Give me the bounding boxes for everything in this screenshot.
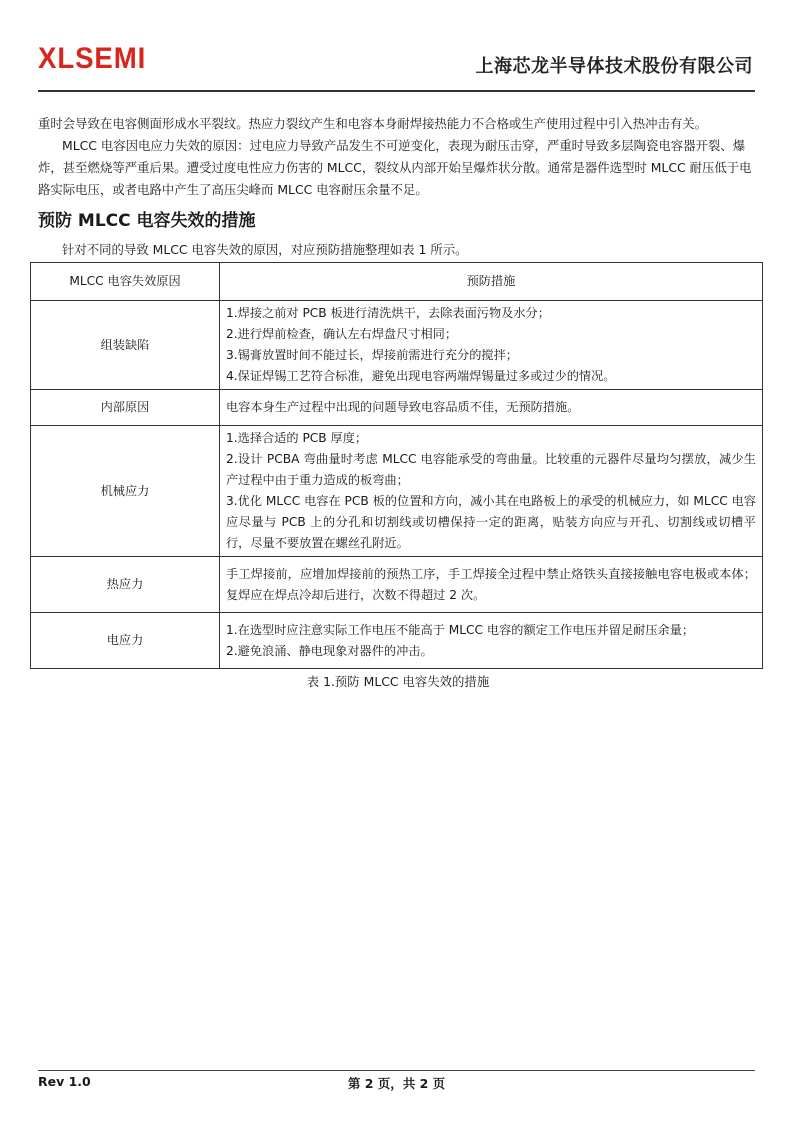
cause-cell: 机械应力: [31, 426, 220, 557]
section-title: 预防 MLCC 电容失效的措施: [38, 211, 256, 231]
measure-item: 4.保证焊锡工艺符合标准，避免出现电容两端焊锡量过多或过少的情况。: [226, 369, 616, 383]
prevention-table: [30, 262, 763, 669]
footer-divider: [38, 1070, 755, 1071]
table-row: [31, 390, 763, 426]
measure-item: 1.在选型时应注意实际工作电压不能高于 MLCC 电容的额定工作电压并留足耐压余量；: [226, 622, 695, 637]
table-row: [31, 426, 763, 557]
cause-cell: 电应力: [31, 613, 220, 669]
cause-cell: 内部原因: [31, 390, 220, 426]
header-cause: MLCC 电容失效原因: [31, 263, 220, 301]
measures-cell: [220, 557, 763, 613]
table-row: [31, 301, 763, 390]
measure-item: 3.锡膏放置时间不能过长，焊接前需进行充分的搅拌；: [226, 348, 518, 362]
measures-cell: [220, 301, 763, 390]
table-intro: 针对不同的导致 MLCC 电容失效的原因，对应预防措施整理如表 1 所示。: [62, 242, 468, 257]
measure-item: 2.进行焊前检查，确认左右焊盘尺寸相同；: [226, 327, 458, 341]
measures-cell: [220, 390, 763, 426]
header-measures: 预防措施: [220, 263, 763, 301]
table-row: [31, 557, 763, 613]
document-body: [38, 113, 758, 693]
measures-cell: [220, 613, 763, 669]
measure-item: 电容本身生产过程中出现的问题导致电容品质不佳，无预防措施。: [226, 400, 580, 414]
company-name: 上海芯龙半导体技术股份有限公司: [475, 56, 753, 77]
measure-item: 2.避免浪涌、静电现象对器件的冲击。: [226, 643, 433, 658]
table-caption: 表 1.预防 MLCC 电容失效的措施: [306, 674, 490, 689]
measure-item: 3.优化 MLCC 电容在 PCB 板的位置和方向，减小其在电路板上的承受的机械应力，如 MLCC 电容应尽量与 PCB 上的分孔和切割线或切槽保持一定的距离，贴装方向应与开孔、切割线或切槽平行，尽量不要放置在螺丝孔附近。: [226, 494, 756, 550]
paragraph-2: MLCC 电容因电应力失效的原因：过电应力导致产品发生不可逆变化，表现为耐压击穿，严重时导致多层陶瓷电容器开裂、爆炸，甚至燃烧等严重后果。遭受过度电性应力伤害的 MLCC，裂纹从内部开始呈爆炸状分散。通常是器件选型时 MLCC 耐压低于电路实际电压，或者电路中产生了高压尖峰而 MLCC 电容耐压余量不足。: [38, 138, 752, 197]
cause-cell: 热应力: [31, 557, 220, 613]
paragraph-1: 重时会导致在电容侧面形成水平裂纹。热应力裂纹产生和电容本身耐焊接热能力不合格或生产使用过程中引入热冲击有关。: [38, 116, 708, 131]
header-divider: [38, 90, 755, 92]
cause-cell: 组装缺陷: [31, 301, 220, 390]
measure-item: 1.选择合适的 PCB 厚度；: [226, 431, 368, 445]
measure-item: 2.设计 PCBA 弯曲量时考虑 MLCC 电容能承受的弯曲量。比较重的元器件尽量均匀摆放，减少生产过程中由于重力造成的板弯曲；: [226, 452, 756, 487]
table-row: [31, 613, 763, 669]
table-header-row: [31, 263, 763, 301]
revision-label: Rev 1.0: [38, 1074, 91, 1089]
page-number: 第 2 页，共 2 页: [347, 1076, 446, 1091]
measure-item: 1.焊接之前对 PCB 板进行清洗烘干，去除表面污物及水分；: [226, 306, 550, 320]
company-logo: XLSEMI: [38, 42, 147, 75]
measures-cell: [220, 426, 763, 557]
measure-item: 手工焊接前，应增加焊接前的预热工序，手工焊接全过程中禁止烙铁头直接接触电容电极或本体；复焊应在焊点冷却后进行，次数不得超过 2 次。: [226, 566, 756, 602]
